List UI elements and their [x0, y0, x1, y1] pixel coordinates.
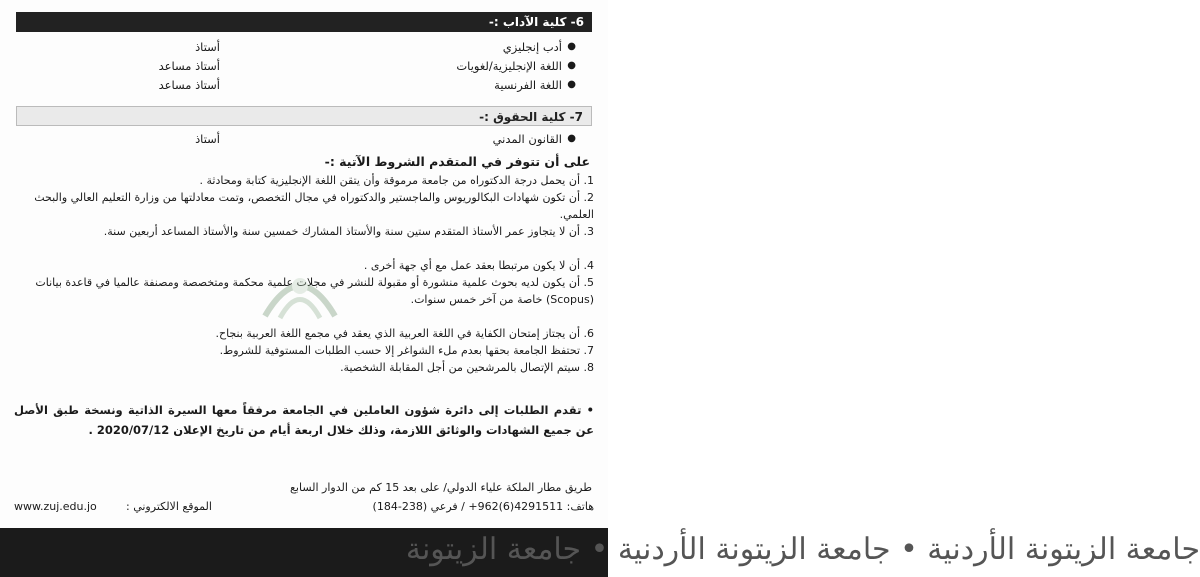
condition-item: 6. أن يجتاز إمتحان الكفاية في اللغة العربية الذي يعقد في مجمع اللغة العربية بنجاح.: [215, 327, 594, 340]
bullet-icon: ●: [567, 133, 576, 144]
academic-rank: أستاذ مساعد: [158, 59, 220, 73]
bullet-icon: ●: [567, 41, 576, 52]
subject: أدب إنجليزي: [502, 40, 562, 54]
condition-item: 7. تحتفظ الجامعة بحقها بعدم ملء الشواغر إلا حسب الطلبات المستوفية للشروط.: [219, 344, 594, 357]
section-heading-law: 7- كلية الحقوق :-: [16, 106, 592, 126]
subject: القانون المدني: [492, 132, 562, 146]
website-label: الموقع الالكتروني :: [126, 500, 212, 513]
contact-line: [14, 500, 594, 518]
bullet-icon: ●: [567, 79, 576, 90]
submission-note: • تقدم الطلبات إلى دائرة شؤون العاملين في الجامعة مرفقاً معها السيرة الذاتية ونسخة طبق الأصل عن جميع الشهادات والوثائق اللازمة، وذلك خلال اربعة أيام من تاريخ الإعلان 2020/07/12 .: [14, 403, 594, 437]
list-item: [20, 38, 580, 56]
condition-item: 3. أن لا يتجاوز عمر الأستاذ المتقدم ستين سنة والأستاذ المشارك خمسين سنة والأستاذ المساعد أربعين سنة.: [103, 225, 594, 238]
condition-item: 2. أن تكون شهادات البكالوريوس والماجستير والدكتوراه في مجال التخصص، وتمت معادلتها من وزارة التعليم العالي والبحث العلمي.: [34, 191, 594, 221]
academic-rank: أستاذ مساعد: [158, 78, 220, 92]
list-item: [20, 130, 580, 148]
calligraphy-text: جامعة الزيتونة الأردنية • جامعة الزيتونة الأردنية • جامعة الزيتونة: [405, 532, 1200, 567]
section-heading-arts: 6- كلية الآداب :-: [16, 12, 592, 32]
decorative-calligraphy-band: [0, 528, 1200, 577]
condition-item: 4. أن لا يكون مرتبطا بعقد عمل مع أي جهة أخرى .: [363, 259, 594, 272]
academic-rank: أستاذ: [195, 40, 220, 54]
subject: اللغة الإنجليزية/لغويات: [456, 59, 562, 73]
condition-item: 8. سيتم الإتصال بالمرشحين من أجل المقابلة الشخصية.: [340, 361, 594, 374]
condition-item: 1. أن يحمل درجة الدكتوراه من جامعة مرموقة وأن يتقن اللغة الإنجليزية كتابة ومحادثة .: [199, 174, 594, 187]
list-item: [20, 76, 580, 94]
conditions-title: على أن تتوفر في المتقدم الشروط الآتية :-: [324, 154, 590, 169]
address: طريق مطار الملكة علياء الدولي/ على بعد 15 كم من الدوار السابع: [290, 481, 592, 494]
website-link[interactable]: www.zuj.edu.jo: [14, 500, 97, 513]
list-item: [20, 57, 580, 75]
academic-rank: أستاذ: [195, 132, 220, 146]
university-logo-watermark: [245, 246, 355, 336]
bullet-icon: ●: [567, 60, 576, 71]
subject: اللغة الفرنسية: [494, 78, 562, 92]
phone-number: هاتف: 4291511(6)962+ / فرعي (238-184): [372, 500, 594, 513]
condition-item: 5. أن يكون لديه بحوث علمية منشورة أو مقبولة للنشر في مجلات علمية محكمة ومتخصصة ومصنفة عالميا في قاعدة بيانات (Scopus) خاصة من آخر خمس سنوات.: [35, 276, 594, 306]
